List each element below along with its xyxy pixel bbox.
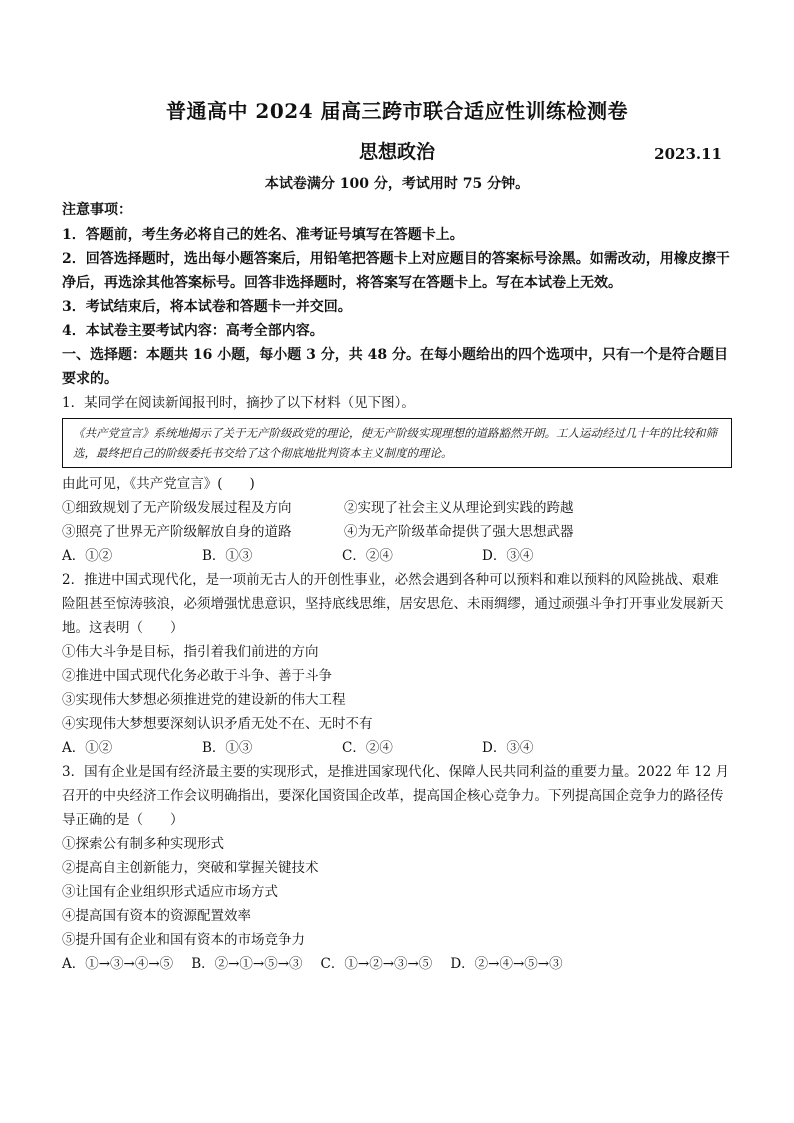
choice-a: A．①→③→④→⑤ [62, 956, 174, 972]
choice-d: D．③④ [482, 548, 534, 564]
option: ③实现伟大梦想必须推进党的建设新的伟大工程 [62, 692, 346, 708]
option: ④为无产阶级革命提供了强大思想武器 [344, 524, 574, 540]
notice-item: 2．回答选择题时，选出每小题答案后，用铅笔把答题卡上对应题目的答案标号涂黑。如需改动，用橡皮擦干净后，再选涂其他答案标号。回答非选择题时，将答案写在答题卡上。写在本试卷上无效。 [62, 251, 730, 291]
option: ④提高国有资本的资源配置效率 [62, 908, 251, 924]
exam-title: 普通高中 2024 届高三跨市联合适应性训练检测卷 [165, 99, 629, 123]
option: ①伟大斗争是目标，指引着我们前进的方向 [62, 644, 319, 660]
answer-choices [62, 736, 732, 760]
choice-d: D．②→④→⑤→③ [450, 956, 563, 972]
notice-item: 3．考试结束后，将本试卷和答题卡一并交回。 [62, 299, 352, 315]
material-box: 《共产党宣言》系统地揭示了关于无产阶级政党的理论，使无产阶级实现理想的道路豁然开朗。工人运动经过几十年的比较和筛选，最终把自己的阶级委托书交给了这个彻底地批判资本主义制度的理论。 [62, 418, 732, 468]
subject-title: 思想政治 [358, 141, 435, 163]
option: ③让国有企业组织形式适应市场方式 [62, 884, 278, 900]
subtitle-row [62, 135, 732, 169]
question-stem: 3．国有企业是国有经济最主要的实现形式，是推进国家现代化、保障人民共同利益的重要力量。2022 年 12 月召开的中央经济工作会议明确指出，要深化国资国企改革，提高国企核心竞争力。下列提高国企竞争力的路径传导正确的是（ ） [62, 764, 729, 828]
question-lead: 由此可见，《共产党宣言》( ) [62, 476, 255, 492]
choice-b: B．①③ [202, 740, 253, 756]
question-stem: 2．推进中国式现代化，是一项前无古人的开创性事业，必然会遇到各种可以预料和难以预料的风险挑战、艰难险阻甚至惊涛骇浪，必须增强忧患意识，坚持底线思维，居安思危、未雨绸缪，通过顽强斗争打开事业发展新天地。这表明（ ） [62, 572, 724, 636]
choice-a: A．①② [62, 740, 113, 756]
option: ①细致规划了无产阶级发展过程及方向 [62, 500, 292, 516]
choice-c: C．①→②→③→⑤ [320, 956, 433, 972]
notice-item: 4．本试卷主要考试内容：高考全部内容。 [62, 323, 324, 339]
exam-page [62, 95, 732, 976]
notice-item: 1．答题前，考生务必将自己的姓名、准考证号填写在答题卡上。 [62, 227, 464, 243]
option-grid [62, 496, 732, 544]
choice-c: C．②④ [342, 548, 393, 564]
answer-choices [62, 952, 732, 976]
option: ①探索公有制多种实现形式 [62, 836, 224, 852]
choice-b: B．②→①→⑤→③ [191, 956, 303, 972]
option: ④实现伟大梦想要深刻认识矛盾无处不在、无时不有 [62, 716, 373, 732]
choice-d: D．③④ [482, 740, 534, 756]
choice-c: C．②④ [342, 740, 393, 756]
notice-title: 注意事项： [62, 202, 132, 218]
exam-meta: 本试卷满分 100 分，考试用时 75 分钟。 [264, 176, 530, 192]
exam-date: 2023.11 [654, 145, 722, 163]
option: ⑤提升国有企业和国有资本的市场竞争力 [62, 932, 305, 948]
option: ②实现了社会主义从理论到实践的跨越 [344, 500, 574, 516]
section-title: 一、选择题：本题共 16 小题，每小题 3 分，共 48 分。在每小题给出的四个选项中，只有一个是符合题目要求的。 [62, 347, 728, 387]
choice-a: A．①② [62, 548, 113, 564]
option: ③照亮了世界无产阶级解放自身的道路 [62, 524, 292, 540]
option: ②推进中国式现代化务必敢于斗争、善于斗争 [62, 668, 332, 684]
answer-choices [62, 544, 732, 568]
option: ②提高自主创新能力，突破和掌握关键技术 [62, 860, 319, 876]
question-stem: 1．某同学在阅读新闻报刊时，摘抄了以下材料（见下图）。 [62, 395, 415, 411]
choice-b: B．①③ [202, 548, 253, 564]
